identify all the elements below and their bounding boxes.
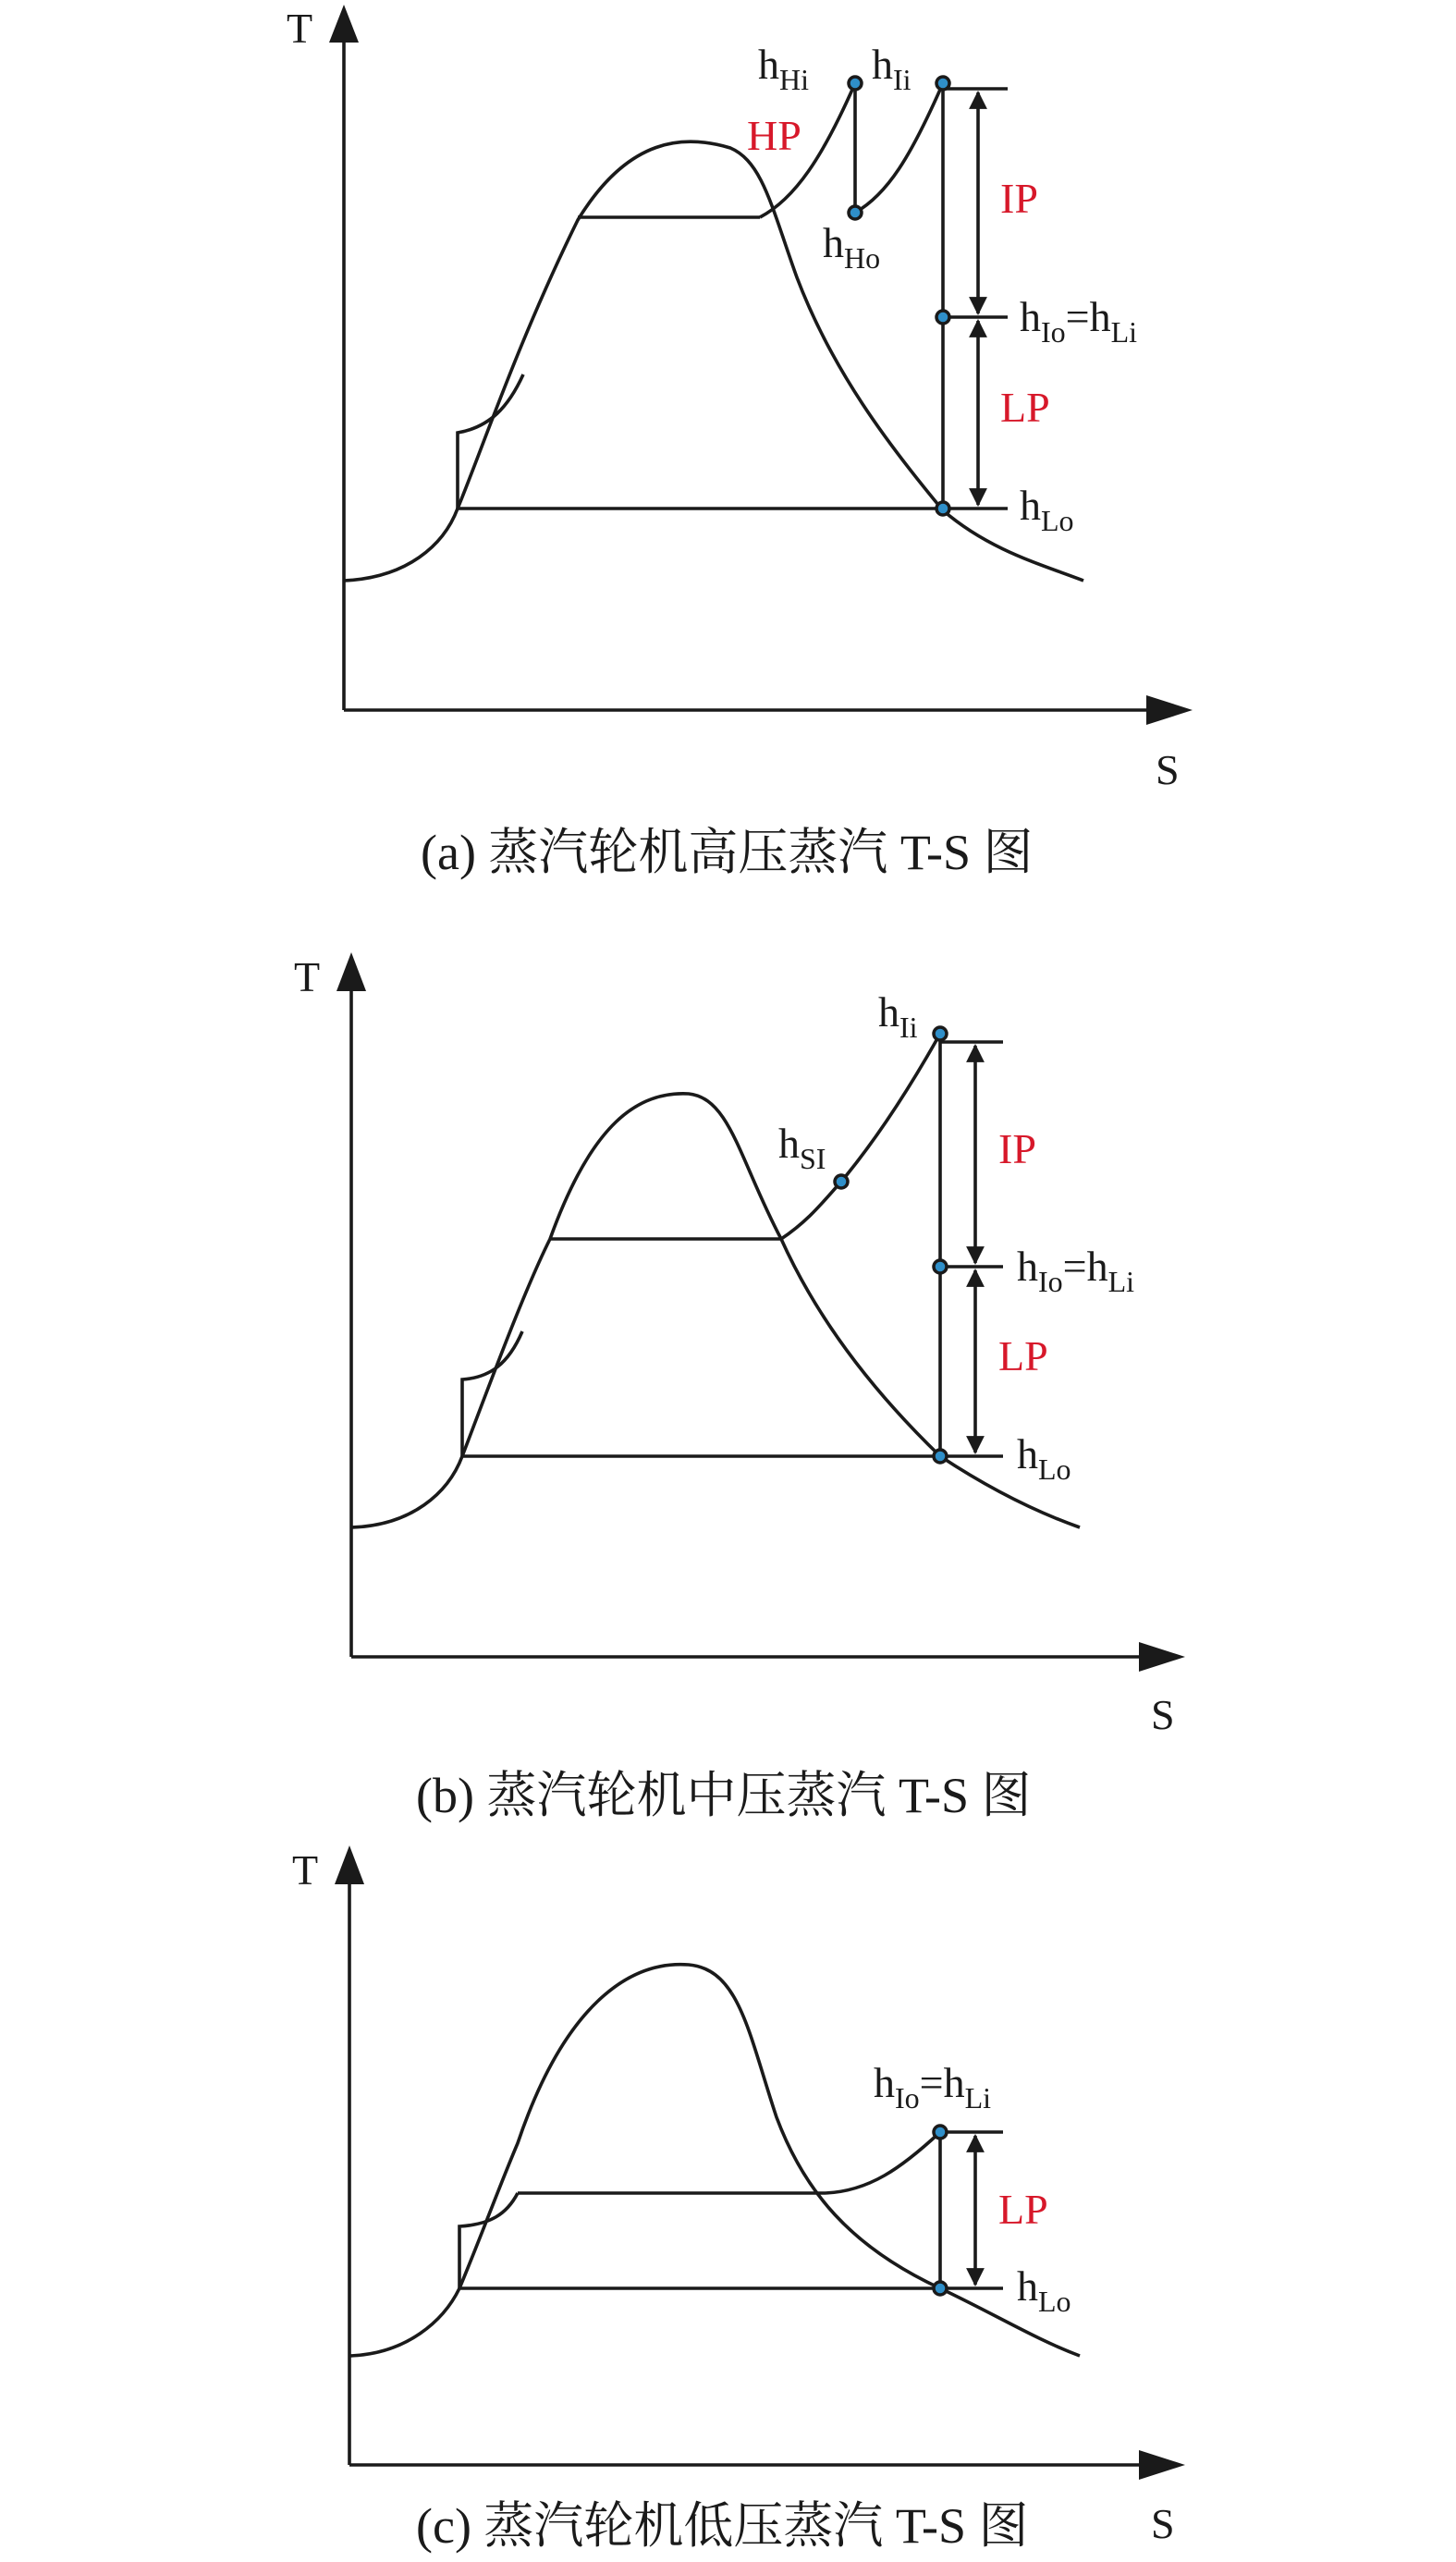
- label-hlo: $h_{Lo}$: [1017, 2262, 1071, 2318]
- point-hlo: [934, 2282, 947, 2295]
- point-hio: [936, 311, 949, 324]
- s-axis-label: S: [1151, 1691, 1175, 1738]
- label-hlo: $h_{Lo}$: [1020, 482, 1074, 537]
- panel-b: [294, 952, 1185, 1823]
- panel-a: [287, 5, 1193, 880]
- label-hsi: $h_{SI}$: [778, 1120, 826, 1175]
- saturation-dome: [344, 141, 1083, 581]
- t-axis-label: T: [287, 5, 313, 52]
- label-hio-hli: $h_{Io}=h_{Li}$: [1017, 1243, 1135, 1298]
- caption-c: (c) 蒸汽轮机低压蒸汽 T-S 图: [416, 2498, 1029, 2554]
- label-hio-hli: $h_{Io}=h_{Li}$: [1020, 293, 1138, 349]
- s-axis-label: S: [1156, 746, 1180, 793]
- s-axis-arrow: [1139, 2450, 1185, 2480]
- stage-label-hp: HP: [747, 112, 801, 159]
- point-hii: [936, 77, 949, 90]
- liquid-subcool-line: [462, 1331, 522, 1456]
- label-hio-hli: $h_{Io}=h_{Li}$: [874, 2059, 992, 2115]
- stage-label-ip: IP: [1000, 175, 1038, 222]
- t-axis-label: T: [294, 953, 321, 1000]
- label-hlo: $h_{Lo}$: [1017, 1430, 1071, 1486]
- t-axis-arrow: [336, 952, 366, 991]
- stage-label-ip: IP: [998, 1125, 1036, 1172]
- saturation-dome: [351, 1094, 1080, 1527]
- ip-superheat-curve: [781, 1034, 940, 1239]
- liquid-subcool-line: [459, 2193, 518, 2288]
- liquid-subcool-line: [458, 374, 523, 509]
- t-axis-arrow: [329, 5, 359, 43]
- point-hhi: [849, 77, 862, 90]
- point-hho: [849, 206, 862, 219]
- point-hlo: [934, 1450, 947, 1463]
- s-axis-arrow: [1139, 1642, 1185, 1672]
- label-hii: $h_{Ii}$: [872, 41, 912, 96]
- label-hii: $h_{Ii}$: [878, 988, 918, 1044]
- t-axis-arrow: [335, 1845, 364, 1884]
- label-hho: $h_{Ho}$: [823, 219, 881, 275]
- point-hio: [934, 2126, 947, 2139]
- panel-c: [292, 1845, 1185, 2554]
- s-axis-label: S: [1151, 2500, 1175, 2547]
- stage-label-lp: LP: [998, 2186, 1048, 2233]
- caption-a: (a) 蒸汽轮机高压蒸汽 T-S 图: [421, 825, 1034, 880]
- point-hlo: [936, 502, 949, 515]
- t-axis-label: T: [292, 1846, 319, 1894]
- lp-superheat-curve: [826, 2132, 940, 2193]
- caption-b: (b) 蒸汽轮机中压蒸汽 T-S 图: [416, 1768, 1032, 1823]
- stage-label-lp: LP: [1000, 384, 1050, 431]
- stage-label-lp: LP: [998, 1332, 1048, 1379]
- saturation-dome: [349, 1965, 1080, 2356]
- point-hsi: [835, 1175, 848, 1188]
- point-hio: [934, 1260, 947, 1273]
- label-hhi: $h_{Hi}$: [758, 41, 809, 96]
- point-hii: [934, 1027, 947, 1040]
- s-axis-arrow: [1146, 695, 1193, 725]
- reheat-curve: [855, 83, 943, 213]
